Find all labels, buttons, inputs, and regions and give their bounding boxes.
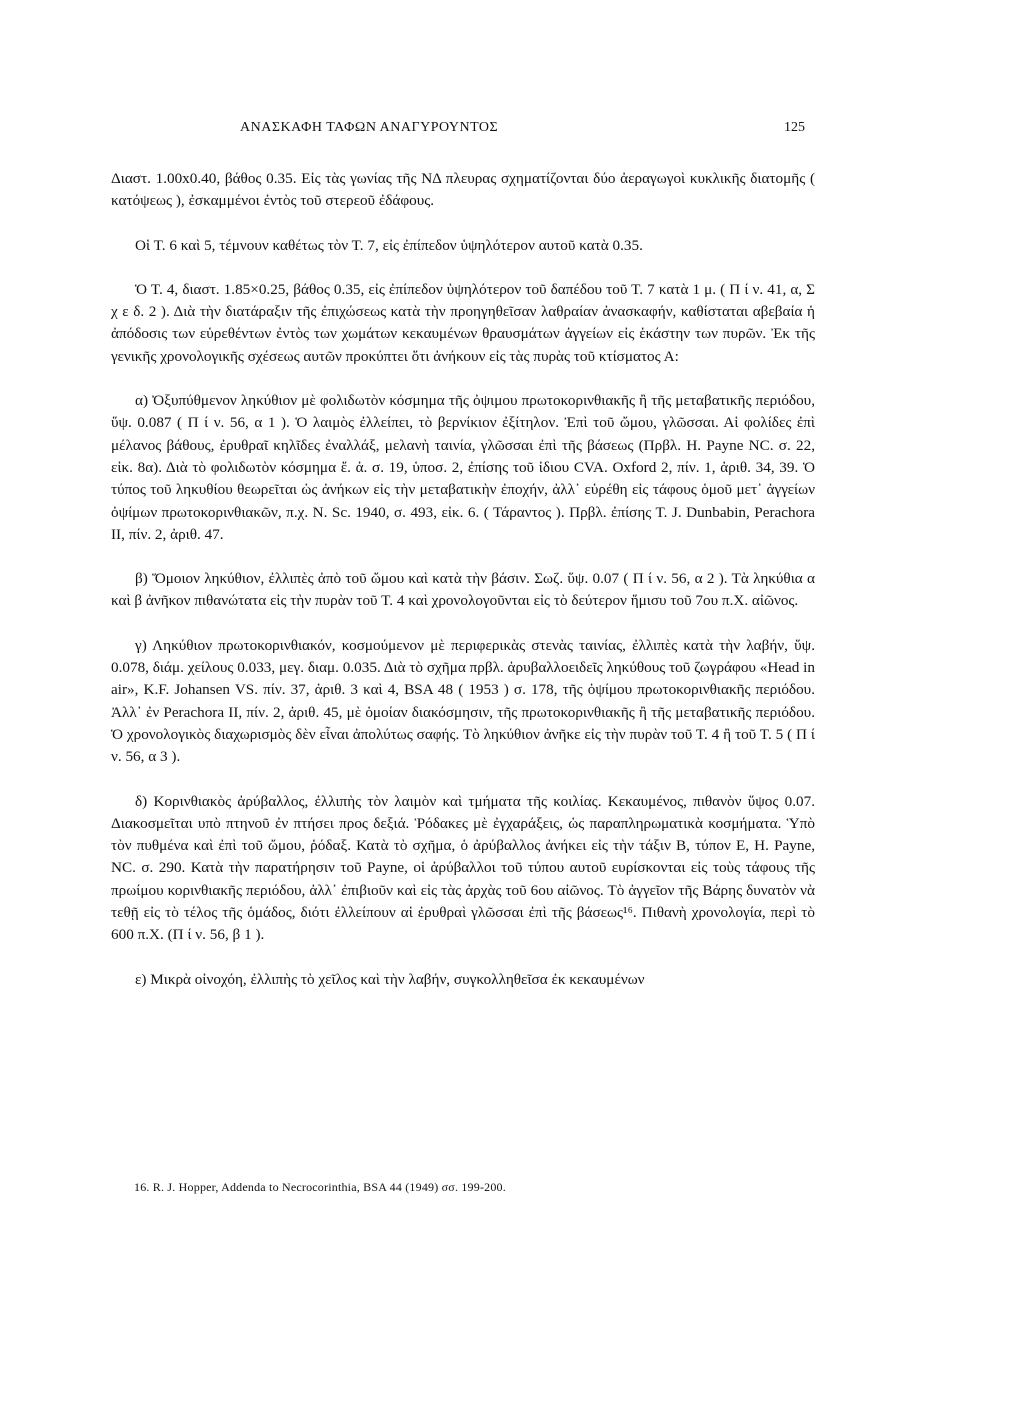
- paragraph-tomb-4: Ὁ Τ. 4, διαστ. 1.85×0.25, βάθος 0.35, εἰς ἐπίπεδον ὑψηλότερον τοῦ δαπέδου τοῦ Τ. 7 κατὰ 1 μ. ( Π ί ν. 41, α, Σ χ ε δ. 2 ). Διὰ τὴν διατάραξιν τῆς ἐπιχώσεως κατὰ τὴν προηγηθεῖσαν λαθραίαν ἀνασκαφήν, καθίσταται αβεβαία ἡ ἀπόδοσις των εὑρεθέντων ἐντὸς των χωμάτων κεκαυμένων θραυσμάτων ἀγγείων εἰς ἑκάστην των πυρῶν. Ἐκ τῆς γενικῆς χρονολογικῆς σχέσεως αυτῶν προκύπτει ὅτι ἀνήκουν εἰς τὰς πυρὰς τοῦ κτίσματος Α:: [111, 280, 815, 365]
- paragraph-dimensions: Διαστ. 1.00x0.40, βάθος 0.35. Εἰς τὰς γωνίας τῆς ΝΔ πλευρας σχηματίζονται δύο ἀεραγωγοὶ κυκλικῆς διατομῆς ( κατόψεως ), ἐσκαμμένοι ἐντὸς τοῦ στερεοῦ ἐδάφους.: [111, 170, 815, 210]
- paragraph-item-a: α) Ὀξυπύθμενον ληκύθιον μὲ φολιδωτὸν κόσμημα τῆς ὀψιμου πρωτοκορινθιακῆς ἢ τῆς μεταβατικῆς περιόδου, ὕψ. 0.087 ( Π ί ν. 56, α 1 ). Ὁ λαιμὸς ἐλλείπει, τὸ βερνίκιον ἐξίτηλον. Ἐπὶ τοῦ ὤμου, γλῶσσαι. Αἱ φολίδες ἐπὶ μέλανος βάθους, ἐρυθραῖ κηλῖδες ἐναλλάξ, μελανὴ ταινία, γλῶσσαι ἐπὶ τῆς βάσεως (Πρβλ. Η. Payne NC. σ. 22, εἰκ. 8α). Διὰ τὸ φολιδωτὸν κόσμημα ἔ. ἀ. σ. 19, ὑποσ. 2, ἐπίσης τοῦ ἰδιου CVA. Oxford 2, πίν. 1, ἀριθ. 34, 39. Ὁ τύπος τοῦ ληκυθίου θεωρεῖται ὡς ἀνήκων εἰς τὴν μεταβατικὴν ἐποχήν, ἀλλ᾽ εὑρέθη εἰς τάφους ὁμοῦ μετ᾽ ἀγγείων ὀψίμων πρωτοκορινθιακῶν, π.χ. N. Sc. 1940, σ. 493, εἰκ. 6. ( Τάραντος ). Πρβλ. ἐπίσης Τ. J. Dunbabin, Perachora II, πίν. 2, ἀριθ. 47.: [111, 392, 815, 543]
- paragraph-tombs-6-5: Οἱ Τ. 6 καὶ 5, τέμνουν καθέτως τὸν Τ. 7, εἰς ἐπίπεδον ὑψηλότερον αυτοῦ κατὰ 0.35.: [135, 236, 643, 254]
- body-text: [111, 168, 815, 1013]
- running-head: ΑΝΑΣΚΑΦΗ ΤΑΦΩΝ ΑΝΑΓΥΡΟΥΝΤΟΣ: [240, 120, 499, 135]
- page-number: 125: [784, 120, 805, 135]
- footnote: 16. R. J. Hopper, Addenda to Necrocorinthia, BSA 44 (1949) σσ. 199-200.: [134, 1180, 506, 1194]
- paragraph-item-c: γ) Ληκύθιον πρωτοκορινθιακόν, κοσμούμενον μὲ περιφερικὰς στενὰς ταινίας, ἐλλιπὲς κατὰ τὴν λαβήν, ὕψ. 0.078, διάμ. χείλους 0.033, μεγ. διαμ. 0.035. Διὰ τὸ σχῆμα πρβλ. ἀρυβαλλοειδεῖς ληκύθους τοῦ ζωγράφου «Head in air», K.F. Johansen VS. πίν. 37, ἀριθ. 3 καὶ 4, BSA 48 ( 1953 ) σ. 178, τῆς ὀψίμου πρωτοκορινθιακῆς περιόδου. Ἀλλ᾽ ἐν Perachora II, πίν. 2, ἀριθ. 45, μὲ ὁμοίαν διακόσμησιν, τῆς πρωτοκορινθιακῆς ἢ τῆς μεταβατικῆς περιόδου. Ὁ χρονολογικὸς διαχωρισμὸς δὲν εἶναι ἀπολύτως σαφής. Τὸ ληκύθιον ἀνῆκε εἰς τὴν πυρὰν τοῦ Τ. 4 ἢ τοῦ Τ. 5 ( Π ί ν. 56, α 3 ).: [111, 636, 815, 766]
- paragraph-item-d: δ) Κορινθιακὸς ἀρύβαλλος, ἐλλιπὴς τὸν λαιμὸν καὶ τμήματα τῆς κοιλίας. Κεκαυμένος, πιθανὸν ὕψος 0.07. Διακοσμεῖται υπὸ πτηνοῦ ἐν πτήσει προς δεξιά. Ῥόδακες μὲ ἐγχαράξεις, ὡς παραπληρωματικὰ κοσμήματα. Ὑπὸ τὸν πυθμένα καὶ ἐπὶ τοῦ ὤμου, ῥόδαξ. Κατὰ τὸ σχῆμα, ὁ ἀρύβαλλος ἀνήκει εἰς τὴν τάξιν B, τύπον E, H. Payne, NC. σ. 290. Κατὰ τὴν παρατήρησιν τοῦ Payne, οἱ ἀρύβαλλοι τοῦ τύπου αυτοῦ ευρίσκονται εἰς τοὺς τάφους τῆς πρωίμου κορινθιακῆς περιόδου, ἀλλ᾽ ἐπιβιοῦν καὶ εἰς τὰς ἀρχὰς τοῦ 6ου αἰῶνος. Τὸ ἀγγεῖον τῆς Βάρης δυνατὸν νὰ τεθῇ εἰς τὸ τέλος τῆς ὁμάδος, διότι ἐλλείπουν αἱ ἐρυθραὶ γλῶσσαι ἐπὶ τῆς βάσεως¹⁶. Πιθανὴ χρονολογία, περὶ τὸ 600 π.Χ. (Π ί ν. 56, β 1 ).: [111, 792, 815, 944]
- paragraph-item-b: β) Ὅμοιον ληκύθιον, ἐλλιπὲς ἀπὸ τοῦ ὤμου καὶ κατὰ τὴν βάσιν. Σωζ. ὕψ. 0.07 ( Π ί ν. 56, α 2 ). Τὰ ληκύθια α καὶ β ἀνῆκον πιθανώτατα εἰς τὴν πυρὰν τοῦ Τ. 4 καὶ χρονολογοῦνται εἰς τὸ δεύτερον ἥμισυ τοῦ 7ου π.Χ. αἰῶνος.: [111, 570, 815, 610]
- paragraph-item-e: ε) Μικρὰ οἰνοχόη, ἐλλιπὴς τὸ χεῖλος καὶ τὴν λαβήν, συγκολληθεῖσα ἐκ κεκαυμένων: [135, 970, 645, 988]
